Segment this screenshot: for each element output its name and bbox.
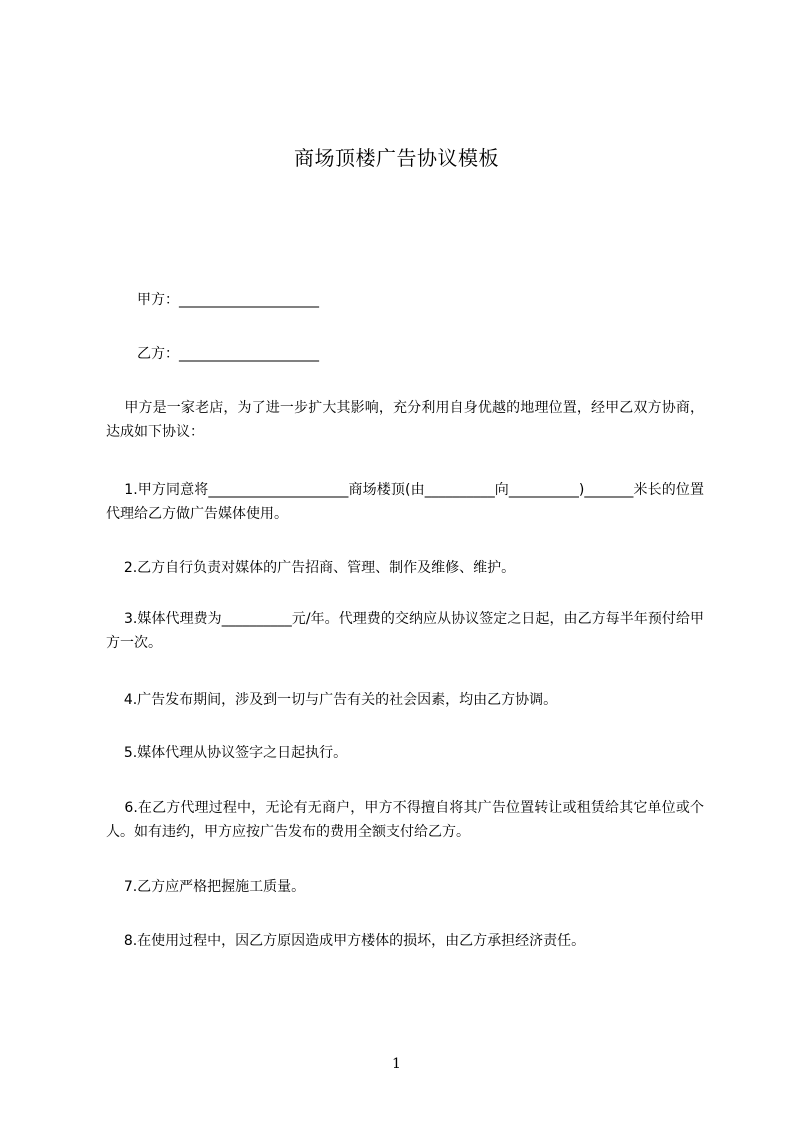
clause-3: 3.媒体代理费为__________元/年。代理费的交纳应从协议签定之日起，由乙方每半年预付给甲方一次。: [106, 611, 704, 651]
clause-2: 2.乙方自行负责对媒体的广告招商、管理、制作及维修、维护。: [106, 560, 516, 576]
page-number: 1: [392, 1056, 401, 1072]
party-a-line: 甲方：____________________: [137, 292, 319, 308]
intro-paragraph: 甲方是一家老店，为了进一步扩大其影响，充分利用自身优越的地理位置，经甲乙双方协商，达成如下协议：: [106, 400, 704, 440]
clause-4: 4.广告发布期间，涉及到一切与广告有关的社会因素，均由乙方协调。: [106, 692, 558, 708]
clause-5: 5.媒体代理从协议签字之日起执行。: [106, 745, 348, 761]
party-b-line: 乙方：____________________: [137, 346, 319, 362]
document-title: 商场顶楼广告协议模板: [294, 146, 499, 170]
clause-6: 6.在乙方代理过程中，无论有无商户，甲方不得擅自将其广告位置转让或租赁给其它单位或个人。如有违约，甲方应按广告发布的费用全额支付给乙方。: [106, 800, 704, 840]
clause-1: 1.甲方同意将____________________商场楼顶(由__________向__________)_______米长的位置代理给乙方做广告媒体使用。: [106, 482, 704, 522]
clause-7: 7.乙方应严格把握施工质量。: [106, 879, 306, 895]
clause-8: 8.在使用过程中，因乙方原因造成甲方楼体的损坏，由乙方承担经济责任。: [106, 933, 586, 949]
